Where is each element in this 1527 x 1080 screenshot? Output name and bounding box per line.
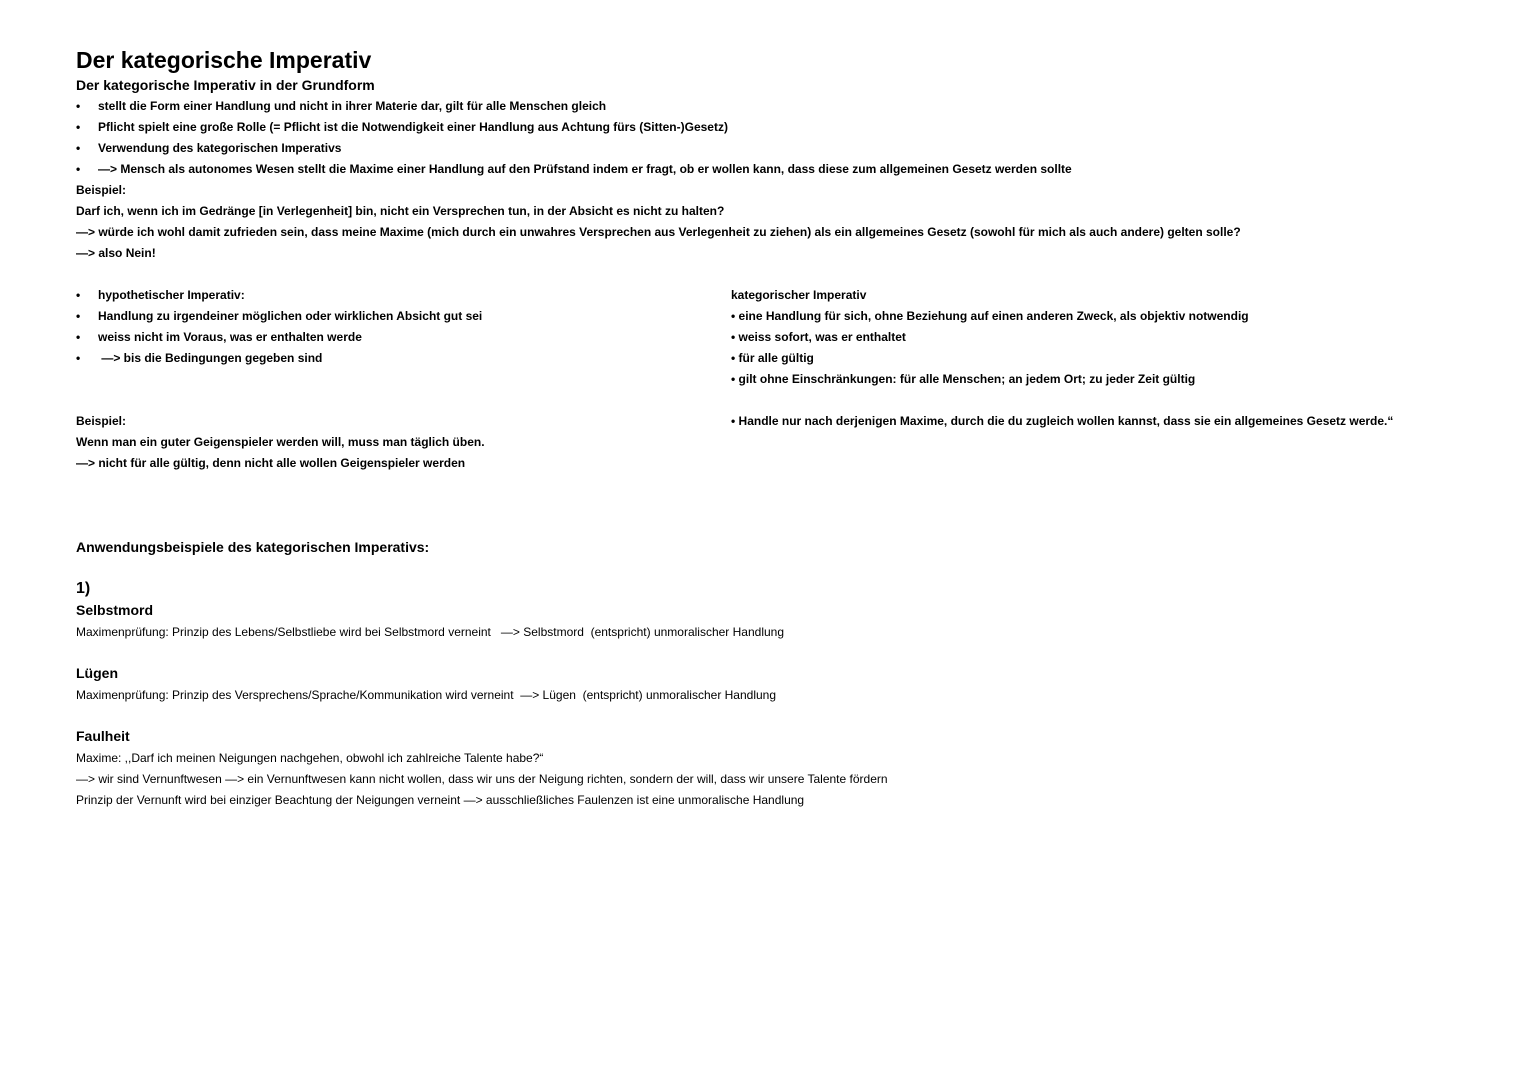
- example-line: Wenn man ein guter Geigenspieler werden will, muss man täglich üben.: [76, 435, 485, 449]
- example-line: Darf ich, wenn ich im Gedränge [in Verlegenheit] bin, nicht ein Versprechen tun, in der Absicht es nicht zu halten?: [76, 204, 725, 218]
- example-line: —> nicht für alle gültig, denn nicht alle wollen Geigenspieler werden: [76, 456, 466, 470]
- example-line: —> würde ich wohl damit zufrieden sein, dass meine Maxime (mich durch ein unwahres Versprechen aus Verlegenheit zu ziehen) als ein allgemeines Gesetz (sowohl für mich als auch andere) gelten solle?: [76, 225, 1241, 239]
- list-item: Verwendung des kategorischen Imperativs: [98, 141, 342, 155]
- bullet-marker: •: [76, 351, 81, 365]
- application-heading: Selbstmord: [76, 602, 154, 618]
- bullet-marker: •: [76, 330, 81, 344]
- example-label: Beispiel:: [76, 414, 127, 428]
- example-line: —> also Nein!: [76, 246, 156, 260]
- applications-heading: Anwendungsbeispiele des kategorischen Imperativs:: [76, 539, 430, 555]
- application-text: Prinzip der Vernunft wird bei einziger Beachtung der Neigungen verneint —> ausschließliches Faulenzen ist eine unmoralische Handlung: [76, 793, 805, 807]
- application-text: Maxime: ,,Darf ich meinen Neigungen nachgehen, obwohl ich zahlreiche Talente habe?“: [76, 751, 544, 765]
- list-item: Handlung zu irgendeiner möglichen oder wirklichen Absicht gut sei: [98, 309, 483, 323]
- bullet-marker: •: [76, 141, 81, 155]
- application-heading: Faulheit: [76, 728, 130, 744]
- application-text: Maximenprüfung: Prinzip des Versprechens/Sprache/Kommunikation wird verneint —> Lügen (entspricht) unmoralischer Handlung: [76, 688, 777, 702]
- application-heading: Lügen: [76, 665, 118, 681]
- list-item: —> bis die Bedingungen gegeben sind: [98, 351, 323, 365]
- list-item: hypothetischer Imperativ:: [98, 288, 245, 302]
- categorical-formula: • Handle nur nach derjenigen Maxime, durch die du zugleich wollen kannst, dass sie ein allgemeines Gesetz werde.“: [731, 414, 1394, 428]
- list-item: • weiss sofort, was er enthaltet: [731, 330, 906, 344]
- application-text: —> wir sind Vernunftwesen —> ein Vernunftwesen kann nicht wollen, dass wir uns der Neigung richten, sondern der will, dass wir unsere Talente fördern: [76, 772, 888, 786]
- bullet-marker: •: [76, 120, 81, 134]
- list-item: weiss nicht im Voraus, was er enthalten werde: [98, 330, 362, 344]
- list-item: • eine Handlung für sich, ohne Beziehung auf einen anderen Zweck, als objektiv notwendig: [731, 309, 1249, 323]
- page-subtitle: Der kategorische Imperativ in der Grundform: [76, 77, 375, 93]
- bullet-marker: •: [76, 309, 81, 323]
- list-item: —> Mensch als autonomes Wesen stellt die Maxime einer Handlung auf den Prüfstand indem er fragt, ob er wollen kann, dass diese zum allgemeinen Gesetz werden sollte: [98, 162, 1072, 176]
- list-item: stellt die Form einer Handlung und nicht in ihrer Materie dar, gilt für alle Menschen gleich: [98, 99, 607, 113]
- list-item: • gilt ohne Einschränkungen: für alle Menschen; an jedem Ort; zu jeder Zeit gültig: [731, 372, 1196, 386]
- list-item: • für alle gültig: [731, 351, 814, 365]
- bullet-marker: •: [76, 288, 81, 302]
- example-label: Beispiel:: [76, 183, 127, 197]
- bullet-marker: •: [76, 99, 81, 113]
- bullet-marker: •: [76, 162, 81, 176]
- application-text: Maximenprüfung: Prinzip des Lebens/Selbstliebe wird bei Selbstmord verneint —> Selbstmord (entspricht) unmoralischer Handlung: [76, 625, 785, 639]
- list-item: Pflicht spielt eine große Rolle (= Pflicht ist die Notwendigkeit einer Handlung aus Achtung fürs (Sitten-)Gesetz): [98, 120, 728, 134]
- categorical-heading: kategorischer Imperativ: [731, 288, 867, 302]
- section-number: 1): [76, 580, 91, 597]
- page-title: Der kategorische Imperativ: [76, 47, 372, 73]
